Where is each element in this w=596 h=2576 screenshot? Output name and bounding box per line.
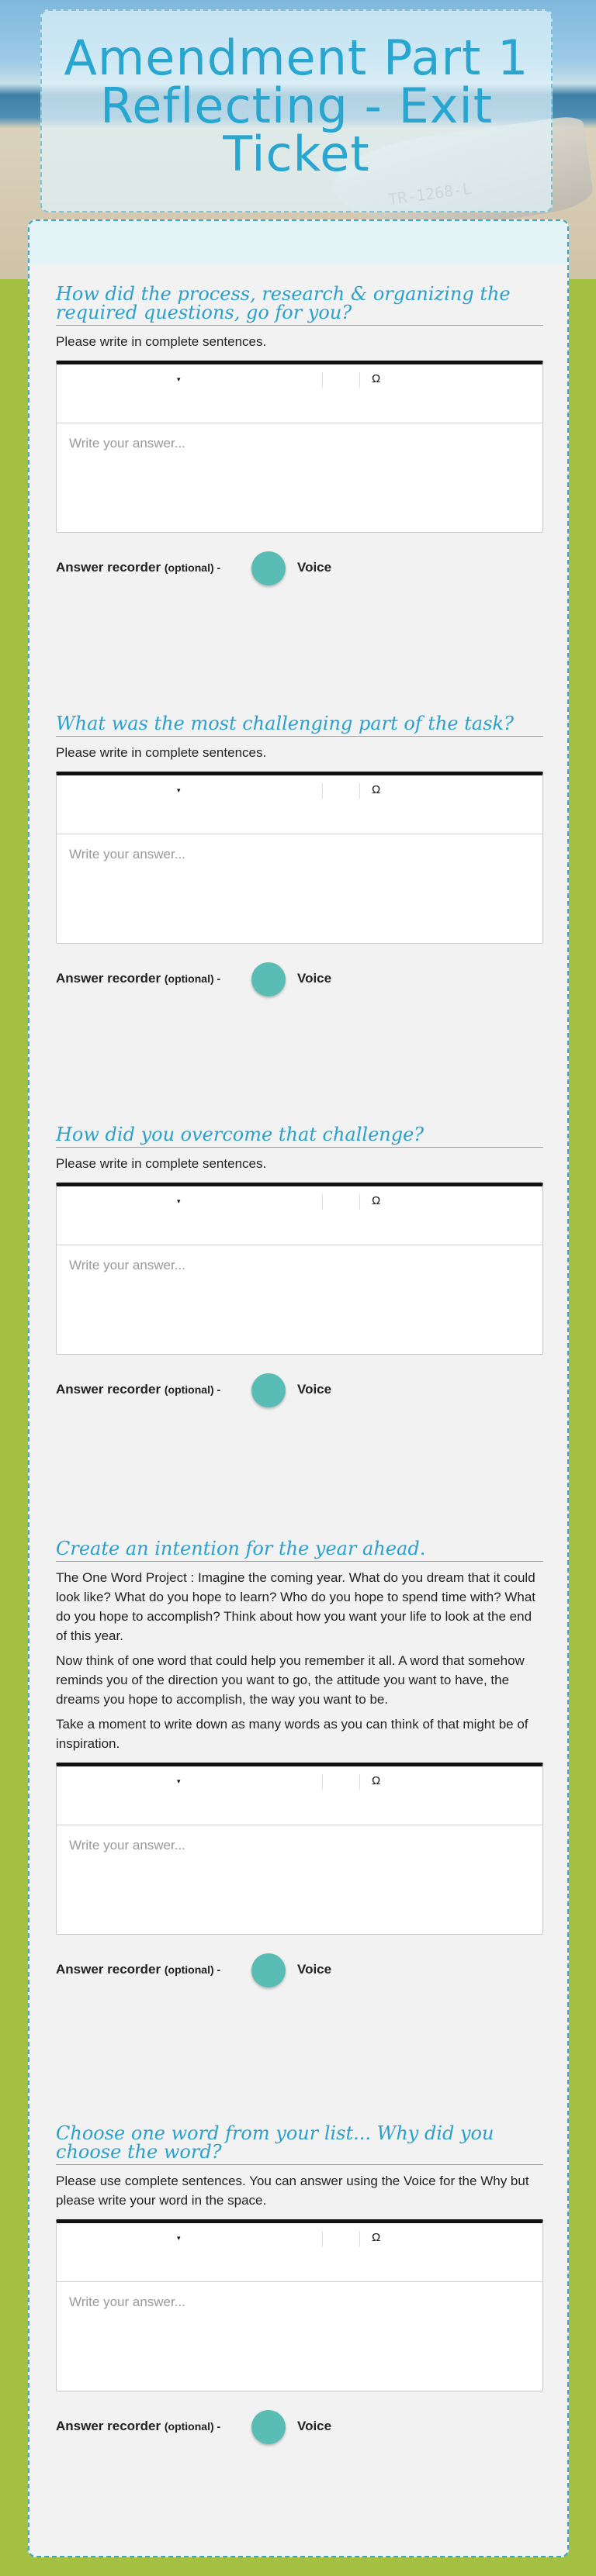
answer-editor[interactable] xyxy=(56,1763,543,1935)
toolbar-divider xyxy=(322,783,323,799)
page-title xyxy=(42,29,551,182)
voice-label: Voice xyxy=(297,560,332,575)
toolbar-divider xyxy=(322,2231,323,2246)
toolbar-divider xyxy=(359,783,360,799)
answer-recorder xyxy=(56,1373,543,1407)
title-line-2: Reflecting - Exit xyxy=(99,78,494,134)
answer-input[interactable]: Write your answer... xyxy=(69,2295,185,2309)
page-header xyxy=(40,9,553,212)
answer-recorder xyxy=(56,2410,543,2444)
recorder-label: Answer recorder (optional) - xyxy=(56,560,221,575)
question-title: What was the most challenging part of the task? xyxy=(56,714,543,737)
voice-label: Voice xyxy=(297,1382,332,1397)
editor-toolbar xyxy=(57,1186,542,1245)
voice-label: Voice xyxy=(297,1962,332,1977)
record-button[interactable] xyxy=(251,1373,286,1407)
question-instructions: Take a moment to write down as many words as you can think of that might be of inspiration. xyxy=(56,1717,528,1751)
editor-toolbar xyxy=(57,1766,542,1825)
answer-recorder xyxy=(56,962,543,996)
title-line-3: Ticket xyxy=(223,126,370,182)
toolbar-divider xyxy=(359,1194,360,1210)
answer-input[interactable]: Write your answer... xyxy=(69,1258,185,1272)
toolbar-divider xyxy=(322,1194,323,1210)
format-dropdown-icon[interactable]: ▾ xyxy=(177,1777,181,1785)
record-button[interactable] xyxy=(251,962,286,996)
editor-toolbar xyxy=(57,364,542,423)
special-character-icon[interactable]: Ω xyxy=(372,1774,381,1787)
question-instructions: Please write in complete sentences. xyxy=(56,334,267,349)
answer-recorder xyxy=(56,1953,543,1987)
title-line-1: Amendment Part 1 xyxy=(64,29,529,86)
special-character-icon[interactable]: Ω xyxy=(372,1194,381,1207)
toolbar-divider xyxy=(359,372,360,388)
recorder-label: Answer recorder (optional) - xyxy=(56,1382,221,1397)
toolbar-divider xyxy=(322,372,323,388)
question-instructions: The One Word Project : Imagine the coming year. What do you dream that it could look like? What do you hope to learn? Who do you hope to spend time with? What do you hope to accomplish? Think about how you want your life to look at the end of this year. xyxy=(56,1570,536,1643)
format-dropdown-icon[interactable]: ▾ xyxy=(177,786,181,794)
question-2 xyxy=(56,714,543,996)
editor-toolbar xyxy=(57,775,542,834)
format-dropdown-icon[interactable]: ▾ xyxy=(177,2234,181,2242)
voice-label: Voice xyxy=(297,2419,332,2433)
question-3 xyxy=(56,1125,543,1407)
record-button[interactable] xyxy=(251,551,286,585)
answer-input[interactable]: Write your answer... xyxy=(69,847,185,862)
question-instructions: Now think of one word that could help you remember it all. A word that somehow reminds you of the direction you want to go, the attitude you want to have, the dreams you hope to accomplish, the way you want to be. xyxy=(56,1653,525,1707)
voice-label: Voice xyxy=(297,971,332,986)
question-instructions: Please use complete sentences. You can answer using the Voice for the Why but please write your word in the space. xyxy=(56,2174,529,2208)
question-title: How did the process, research & organizing the required questions, go for you? xyxy=(56,285,543,326)
recorder-label: Answer recorder (optional) - xyxy=(56,2419,221,2433)
editor-toolbar xyxy=(57,2223,542,2282)
special-character-icon[interactable]: Ω xyxy=(372,783,381,796)
toolbar-divider xyxy=(322,1774,323,1790)
format-dropdown-icon[interactable]: ▾ xyxy=(177,1197,181,1205)
answer-editor[interactable] xyxy=(56,2219,543,2391)
question-4 xyxy=(56,1539,543,1987)
toolbar-divider xyxy=(359,2231,360,2246)
answer-editor[interactable] xyxy=(56,772,543,944)
recorder-label: Answer recorder (optional) - xyxy=(56,971,221,986)
recorder-label: Answer recorder (optional) - xyxy=(56,1962,221,1977)
question-instructions: Please write in complete sentences. xyxy=(56,1156,267,1171)
answer-recorder xyxy=(56,551,543,585)
record-button[interactable] xyxy=(251,1953,286,1987)
question-instructions: Please write in complete sentences. xyxy=(56,745,267,760)
format-dropdown-icon[interactable]: ▾ xyxy=(177,375,181,383)
answer-input[interactable]: Write your answer... xyxy=(69,436,185,451)
question-title: Choose one word from your list... Why did you choose the word? xyxy=(56,2124,543,2165)
answer-editor[interactable] xyxy=(56,1183,543,1355)
question-title: How did you overcome that challenge? xyxy=(56,1125,543,1148)
special-character-icon[interactable]: Ω xyxy=(372,372,381,385)
answer-editor[interactable] xyxy=(56,361,543,533)
special-character-icon[interactable]: Ω xyxy=(372,2231,381,2244)
form-card xyxy=(28,219,569,2557)
question-1 xyxy=(56,285,543,585)
answer-input[interactable]: Write your answer... xyxy=(69,1838,185,1853)
question-5 xyxy=(56,2124,543,2444)
question-title: Create an intention for the year ahead. xyxy=(56,1539,543,1562)
record-button[interactable] xyxy=(251,2410,286,2444)
toolbar-divider xyxy=(359,1774,360,1790)
card-top-band xyxy=(29,221,567,264)
